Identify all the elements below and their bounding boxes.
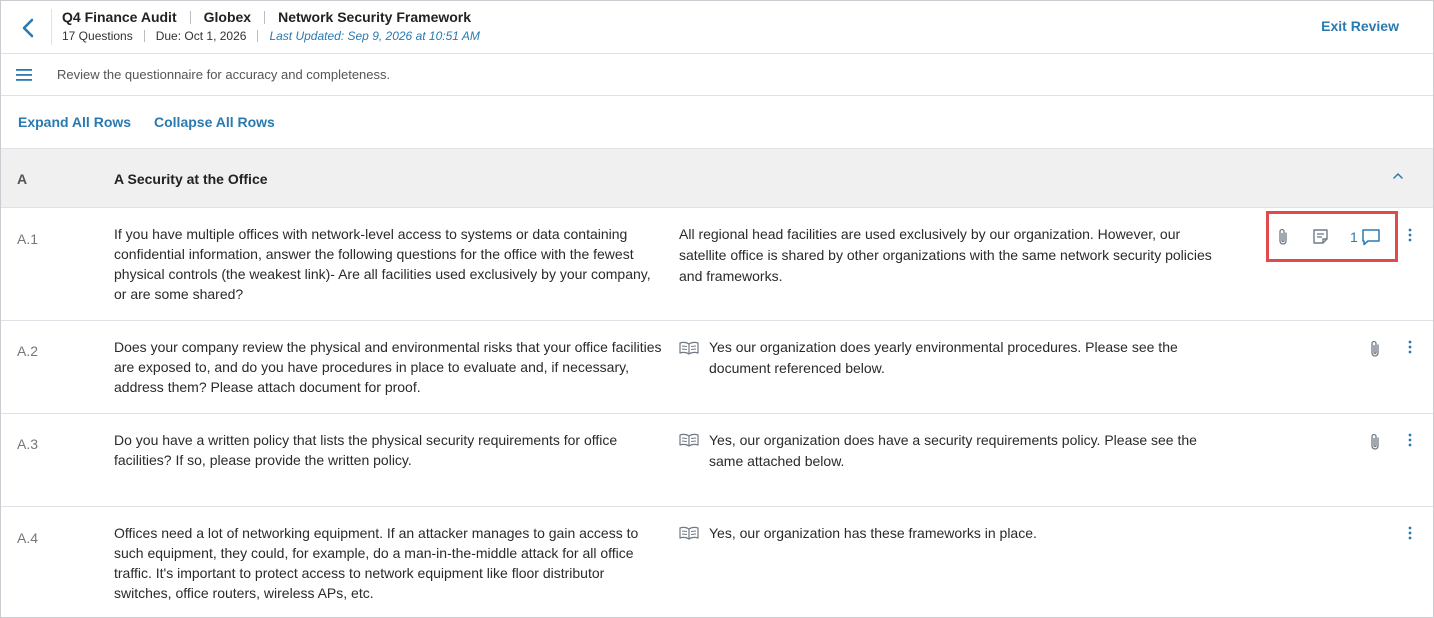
answer-text: Yes our organization does yearly environmental procedures. Please see the document referenced below.	[709, 339, 1178, 376]
row-menu-button[interactable]	[1402, 226, 1418, 244]
breadcrumb-audit: Q4 Finance Audit	[62, 9, 177, 25]
hamburger-menu-icon[interactable]	[15, 67, 35, 83]
instruction-text: Review the questionnaire for accuracy and completeness.	[57, 67, 391, 82]
due-date: Due: Oct 1, 2026	[155, 29, 247, 43]
paperclip-icon[interactable]	[1275, 227, 1291, 247]
question-row[interactable]	[1, 321, 1433, 414]
answer-text: Yes, our organization has these frameworks in place.	[709, 525, 1037, 541]
row-menu-button[interactable]	[1402, 431, 1418, 449]
kebab-menu-icon	[1408, 433, 1412, 447]
exit-review-button[interactable]: Exit Review	[1321, 18, 1399, 34]
book-icon	[679, 526, 699, 540]
instruction-bar	[1, 55, 1433, 96]
answer-text: All regional head facilities are used exclusively by our organization. However, our satellite office is shared by other organizations with the same network security policies and frameworks.	[679, 226, 1212, 284]
row-menu-button[interactable]	[1402, 524, 1418, 542]
question-row[interactable]	[1, 414, 1433, 507]
breadcrumb-separator	[264, 11, 265, 24]
last-updated: Last Updated: Sep 9, 2026 at 10:51 AM	[269, 29, 480, 43]
header-divider	[51, 9, 52, 45]
paperclip-icon[interactable]	[1367, 339, 1383, 359]
row-controls	[1, 97, 1433, 148]
question-text: If you have multiple offices with network-level access to systems or data containing confidential information, answer the following questions for the office with the fewest physical controls (the weakest link)- Are all facilities used exclusively by your company, or are some shared?	[114, 226, 651, 302]
question-id: A.3	[17, 436, 39, 452]
question-count: 17 Questions	[62, 29, 133, 43]
kebab-menu-icon	[1408, 340, 1412, 354]
question-text: Offices need a lot of networking equipment. If an attacker manages to gain access to such equipment, they could, for example, do a man-in-the-middle attack for all office traffic. It's important to protect access to network equipment like floor distributor switches, office routers, wireless APs, etc.	[114, 525, 639, 601]
row-menu-button[interactable]	[1402, 338, 1418, 356]
meta-separator	[144, 30, 145, 42]
header	[1, 1, 1433, 54]
answer-text: Yes, our organization does have a security requirements policy. Please see the same attached below.	[709, 432, 1197, 469]
question-row[interactable]	[1, 208, 1433, 321]
meta-separator	[257, 30, 258, 42]
collapse-all-rows-button[interactable]: Collapse All Rows	[154, 114, 275, 130]
breadcrumb-framework: Network Security Framework	[278, 9, 472, 25]
expand-all-rows-button[interactable]: Expand All Rows	[18, 114, 132, 130]
comment-icon[interactable]	[1361, 228, 1381, 246]
breadcrumb-company: Globex	[203, 9, 252, 25]
book-icon	[679, 433, 699, 447]
comment-count[interactable]: 1	[1350, 229, 1358, 245]
question-id: A.1	[17, 231, 39, 247]
header-meta	[62, 29, 480, 43]
question-text: Do you have a written policy that lists the physical security requirements for office facilities? If so, please provide the written policy.	[114, 432, 618, 468]
kebab-menu-icon	[1408, 228, 1412, 242]
book-icon	[679, 341, 699, 355]
kebab-menu-icon	[1408, 526, 1412, 540]
breadcrumb-separator	[190, 11, 191, 24]
note-icon[interactable]	[1312, 228, 1330, 246]
chevron-up-icon[interactable]	[1389, 169, 1407, 183]
question-text: Does your company review the physical and environmental risks that your office facilities are exposed to, and do you have procedures in place to evaluate and, if necessary, address them? Please attach document for proof.	[114, 339, 662, 395]
paperclip-icon[interactable]	[1367, 432, 1383, 452]
back-chevron-icon	[21, 18, 35, 38]
section-header[interactable]	[1, 148, 1433, 208]
question-id: A.4	[17, 530, 39, 546]
question-id: A.2	[17, 343, 39, 359]
section-title: A Security at the Office	[114, 171, 268, 187]
section-id: A	[17, 171, 28, 187]
question-row[interactable]	[1, 507, 1433, 618]
breadcrumb	[62, 9, 471, 25]
back-button[interactable]	[13, 13, 43, 43]
